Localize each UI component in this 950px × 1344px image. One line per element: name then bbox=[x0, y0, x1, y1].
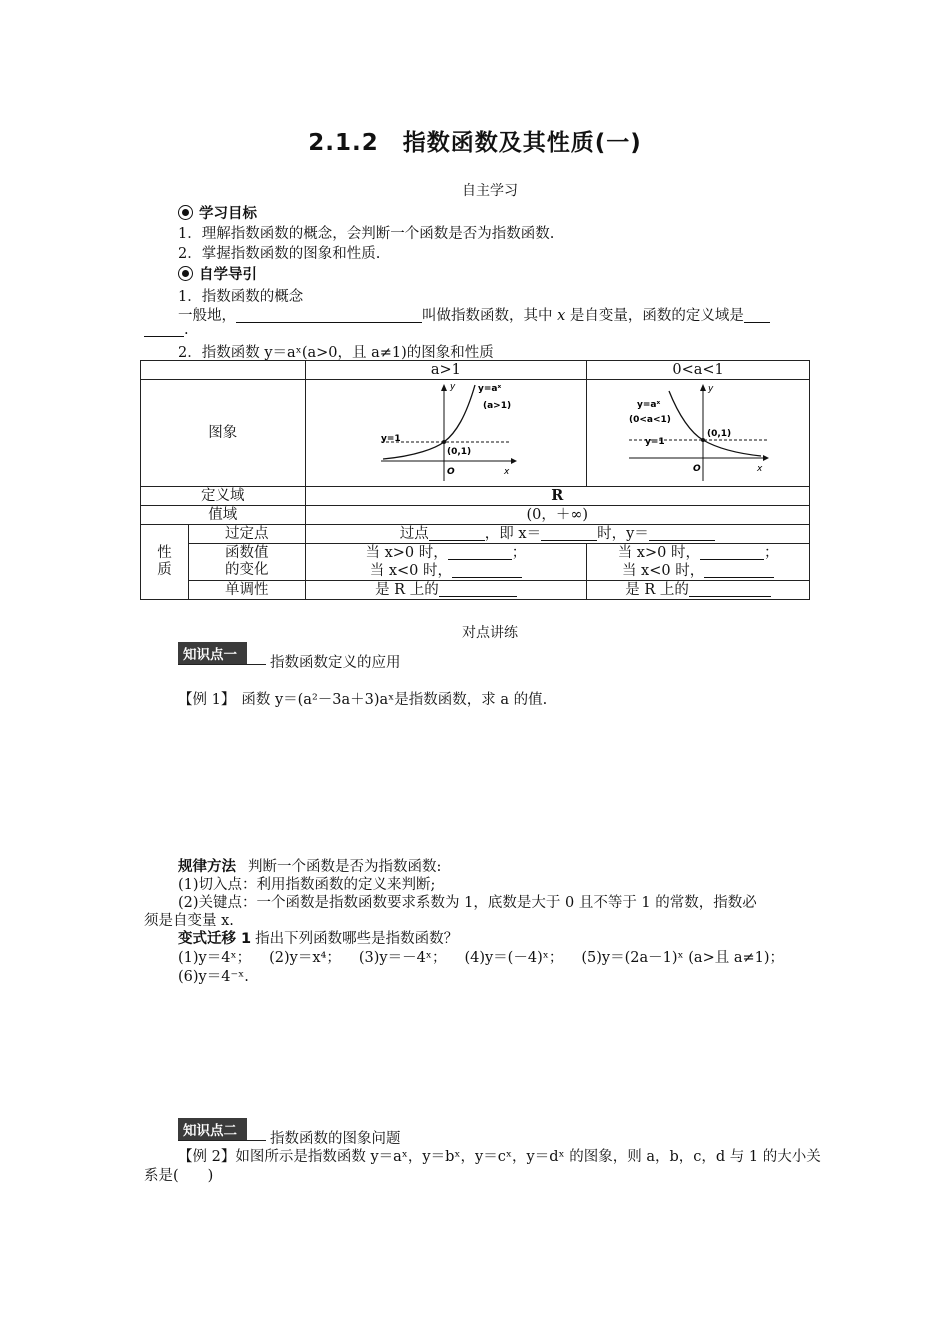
answer-blank[interactable] bbox=[649, 526, 715, 541]
table-corner bbox=[141, 361, 306, 380]
increasing-exponential-graph bbox=[371, 381, 521, 485]
answer-blank[interactable] bbox=[144, 322, 184, 337]
row-label-function-values: 函数值 的变化 bbox=[188, 544, 305, 581]
curve-label: y=aˣ bbox=[637, 400, 661, 410]
row-label-fixed-point: 过定点 bbox=[188, 525, 305, 544]
graph-increasing bbox=[305, 380, 587, 487]
example-1: 【例 1】 函数 y＝(a²－3a＋3)aˣ是指数函数，求 a 的值. bbox=[178, 692, 548, 708]
function-values-increasing: 当 x>0 时， ； 当 x<0 时， bbox=[305, 544, 587, 581]
row-label-properties: 性 质 bbox=[141, 525, 189, 600]
row-label-range: 值域 bbox=[141, 506, 306, 525]
target-circle-icon bbox=[178, 205, 193, 220]
decreasing-exponential-graph bbox=[623, 381, 773, 485]
asymptote-label: y=1 bbox=[645, 437, 665, 447]
properties-table bbox=[140, 360, 810, 600]
asymptote-label: y=1 bbox=[380, 434, 401, 444]
domain-value: R bbox=[305, 487, 809, 506]
col-header-a-lt-1: 0<a<1 bbox=[587, 361, 810, 380]
page-title: 2.1.2 指数函数及其性质(一) bbox=[308, 130, 642, 156]
target-circle-icon bbox=[178, 266, 193, 281]
tag-underline bbox=[178, 664, 266, 665]
answer-blank[interactable] bbox=[439, 582, 517, 597]
monotonicity-increasing: 是 R 上的 bbox=[305, 581, 587, 600]
section-heading-practice: 对点讲练 bbox=[462, 625, 518, 641]
row-label-domain: 定义域 bbox=[141, 487, 306, 506]
answer-blank[interactable] bbox=[689, 582, 771, 597]
example-2-cont: 系是( ) bbox=[144, 1168, 214, 1184]
curve-condition: (0<a<1) bbox=[629, 415, 671, 425]
section-heading-self-study: 自主学习 bbox=[462, 183, 518, 199]
graph-properties-title: 2．指数函数 y＝aˣ(a>0，且 a≠1)的图象和性质 bbox=[178, 345, 494, 361]
col-header-a-gt-1: a>1 bbox=[305, 361, 587, 380]
curve-condition: (a>1) bbox=[482, 401, 511, 411]
variation-1-items: (1)y＝4ˣ； (2)y＝x⁴； (3)y＝－4ˣ； (4)y＝(－4)ˣ； (5)y＝(2a－1)ˣ (a>且 a≠1)； bbox=[178, 950, 785, 966]
goal-item: 1．理解指数函数的概念，会判断一个函数是否为指数函数. bbox=[178, 226, 555, 242]
example-2: 【例 2】如图所示是指数函数 y＝aˣ，y＝bˣ，y＝cˣ，y＝dˣ 的图象，则 a，b，c，d 与 1 的大小关 bbox=[178, 1149, 821, 1165]
concept-title: 1．指数函数的概念 bbox=[178, 289, 304, 305]
variation-1: 变式迁移 1 指出下列函数哪些是指数函数？ bbox=[178, 931, 459, 947]
row-label-graph: 图象 bbox=[141, 380, 306, 487]
axis-label-x: x bbox=[503, 467, 510, 477]
variation-1-item-6: (6)y＝4⁻ˣ. bbox=[178, 969, 249, 985]
answer-blank[interactable] bbox=[452, 563, 522, 578]
origin-label: O bbox=[446, 467, 455, 477]
answer-blank[interactable] bbox=[700, 545, 764, 560]
answer-blank[interactable] bbox=[429, 526, 485, 541]
concept-sentence: 一般地， 叫做指数函数，其中 x 是自变量，函数的定义域是 bbox=[178, 304, 770, 325]
guide-heading: 自学导引 bbox=[178, 263, 257, 284]
answer-blank[interactable] bbox=[541, 526, 597, 541]
method-point-2-cont: 须是自变量 x. bbox=[144, 913, 234, 929]
knowledge-point-title-2: 指数函数的图象问题 bbox=[270, 1131, 401, 1147]
function-values-decreasing: 当 x>0 时， ； 当 x<0 时， bbox=[587, 544, 810, 581]
concept-sentence-end: . bbox=[144, 322, 189, 338]
axis-label-y: y bbox=[449, 382, 456, 392]
curve-label: y=aˣ bbox=[477, 384, 502, 394]
fixed-point-label: (0,1) bbox=[446, 447, 472, 457]
range-value: (0，＋∞) bbox=[305, 506, 809, 525]
answer-blank[interactable] bbox=[448, 545, 512, 560]
axis-label-y: y bbox=[708, 384, 714, 394]
row-label-monotonicity: 单调性 bbox=[188, 581, 305, 600]
graph-decreasing bbox=[587, 380, 810, 487]
axis-label-x: x bbox=[757, 464, 763, 474]
tag-underline bbox=[178, 1140, 266, 1141]
goals-heading: 学习目标 bbox=[178, 202, 257, 223]
method-point-2: (2)关键点：一个函数是指数函数要求系数为 1，底数是大于 0 且不等于 1 的常数，指数必 bbox=[178, 895, 757, 911]
knowledge-point-title-1: 指数函数定义的应用 bbox=[270, 655, 401, 671]
fixed-point-label: (0,1) bbox=[707, 429, 732, 439]
answer-blank[interactable] bbox=[236, 308, 422, 323]
monotonicity-decreasing: 是 R 上的 bbox=[587, 581, 810, 600]
goal-item: 2．掌握指数函数的图象和性质. bbox=[178, 246, 381, 262]
method-point-1: (1)切入点：利用指数函数的定义来判断; bbox=[178, 877, 436, 893]
answer-blank[interactable] bbox=[704, 563, 774, 578]
fixed-point-cell: 过点 ，即 x＝ 时，y＝ bbox=[305, 525, 809, 544]
knowledge-point-tag-1: 知识点一 bbox=[178, 642, 247, 664]
origin-label: O bbox=[693, 464, 701, 474]
method-intro: 规律方法 判断一个函数是否为指数函数: bbox=[178, 859, 442, 875]
knowledge-point-tag-2: 知识点二 bbox=[178, 1118, 247, 1140]
answer-blank[interactable] bbox=[744, 308, 770, 323]
